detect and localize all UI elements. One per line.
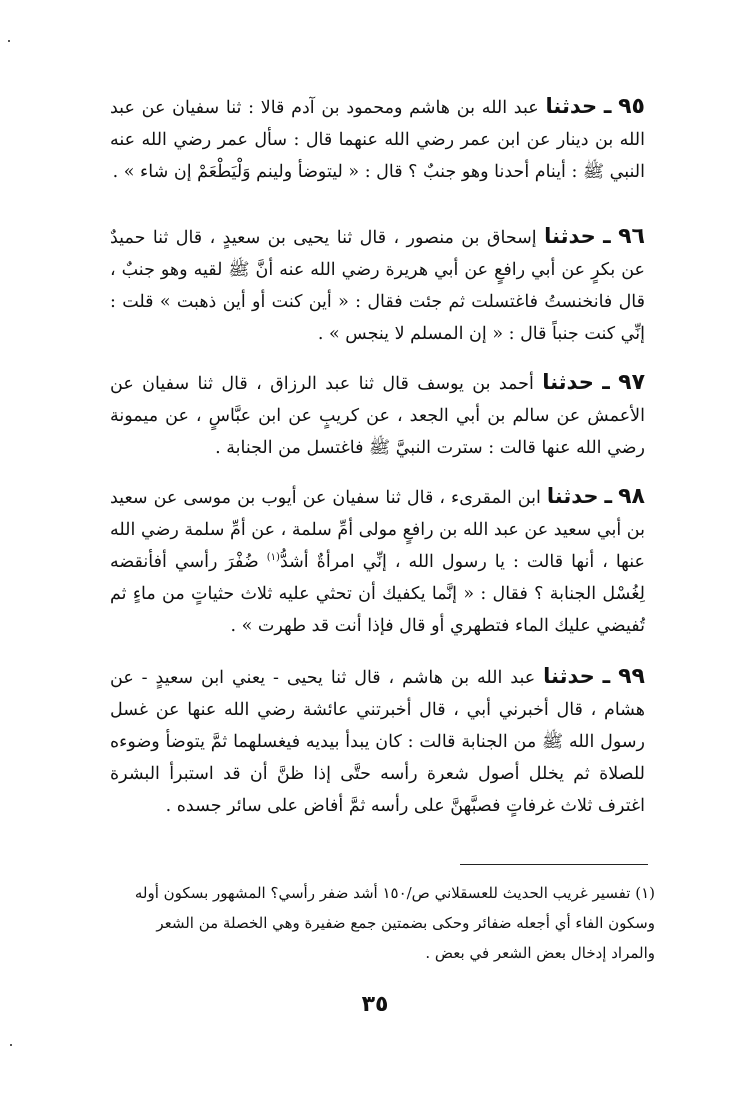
hadith-text: عبد الله بن هاشم ومحمود بن آدم قالا : ثنا سفيان عن عبد الله بن دينار عن ابن عمر رضي الله عنهما قال : سأل عمر رضي الله عنه النبي ﷺ : أينام أحدنا وهو جنبٌ ؟ قال : « ليتوضأ ولينم وَلْيَطْعَمْ إن شاء » . [110, 98, 645, 182]
hadith-text: ضُفْرَ رأسي أفأنقضه لِغُسْل الجنابة ؟ فقال : « إنَّما يكفيك أن تحثي عليه ثلاث حثياتٍ من ماءٍ ثم تُفيضي عليك الماء فتطهري أو قال فإذا أنت قد طهرت » . [110, 552, 645, 636]
hadith-99 [110, 660, 645, 822]
footnote [110, 878, 655, 968]
hadith-97 [110, 366, 645, 464]
hadith-96 [110, 220, 645, 350]
hadith-paragraph [110, 220, 645, 350]
hadith-lead-word: حدثنا [544, 224, 596, 248]
footnote-reference[interactable]: (١) [266, 552, 280, 564]
footnote-separator [460, 864, 648, 865]
hadith-dash: ـ [603, 94, 612, 119]
footnote-text: تفسير غريب الحديث للعسقلاني ص/١٥٠ أشد ضفر رأسي؟ المشهور بسكون أوله وسكون الفاء أي أجعله ضفائر وحكى بضمتين جمع ضفيرة وهي الخصلة من الشعر والمراد إدخال بعض الشعر في بعض . [134, 884, 655, 962]
hadith-text: إسحاق بن منصور ، قال ثنا يحيى بن سعيدٍ ، قال ثنا حميدٌ عن بكرٍ عن أبي رافعٍ عن أبي هريرة رضي الله عنه أنَّ ﷺ لقيه وهو جنبٌ ، قال فانخنستُ فاغتسلت ثم جئت فقال : « أين كنت أو أين ذهبت » قلت : إنِّي كنت جنباً قال : « إن المسلم لا ينجس » . [110, 228, 645, 344]
hadith-lead-word: حدثنا [542, 370, 594, 394]
hadith-number: ٩٨ [618, 484, 645, 509]
hadith-dash: ـ [604, 484, 613, 509]
hadith-text: أحمد بن يوسف قال ثنا عبد الرزاق ، قال ثنا سفيان عن الأعمش عن سالم بن أبي الجعد ، عن كريبٍ عن ابن عبَّاسٍ ، عن ميمونة رضي الله عنها قالت : سترت النبيَّ ﷺ فاغتسل من الجنابة . [110, 374, 645, 458]
hadith-number: ٩٧ [618, 370, 645, 395]
hadith-paragraph [110, 660, 645, 822]
hadith-text: ابن المقرىء ، قال ثنا سفيان عن أيوب بن موسى عن سعيد بن أبي سعيد عن عبد الله بن رافعٍ مولى أمِّ سلمة ، عن أمِّ سلمة رضي الله عنها ، أنها قالت : يا رسول الله ، إنِّي امرأةٌ أشدُّ [110, 488, 645, 572]
hadith-lead-word: حدثنا [545, 94, 598, 118]
hadith-dash: ـ [603, 224, 611, 249]
hadith-number: ٩٦ [618, 224, 645, 249]
margin-speck [8, 40, 10, 42]
page-number: ٣٥ [361, 992, 389, 1017]
hadith-98 [110, 480, 645, 642]
hadith-paragraph [110, 90, 645, 188]
hadith-paragraph [110, 366, 645, 464]
hadith-lead-word: حدثنا [546, 484, 599, 508]
footnote-mark: (١) [635, 884, 655, 902]
hadith-dash: ـ [602, 370, 610, 395]
margin-speck [10, 1044, 12, 1046]
hadith-number: ٩٩ [618, 664, 645, 689]
hadith-dash: ـ [602, 664, 611, 689]
hadith-paragraph [110, 480, 645, 642]
hadith-lead-word: حدثنا [543, 664, 595, 688]
hadith-number: ٩٥ [618, 94, 645, 119]
hadith-text: عبد الله بن هاشم ، قال ثنا يحيى - يعني ابن سعيدٍ - عن هشام ، قال أخبرني أبي ، قال أخبرتني عائشة رضي الله عنها عن غسل رسول الله ﷺ من الجنابة قالت : كان يبدأ بيديه فيغسلهما ثمَّ يتوضأ وضوءه للصلاة ثم يخلل أصول شعرة رأسه حتَّى إذا ظنَّ أن قد استبرأ البشرة اغترف ثلاث غرفاتٍ فصبَّهنَّ على رأسه ثمَّ أفاض على سائر جسده . [110, 668, 645, 816]
hadith-95 [110, 90, 645, 188]
